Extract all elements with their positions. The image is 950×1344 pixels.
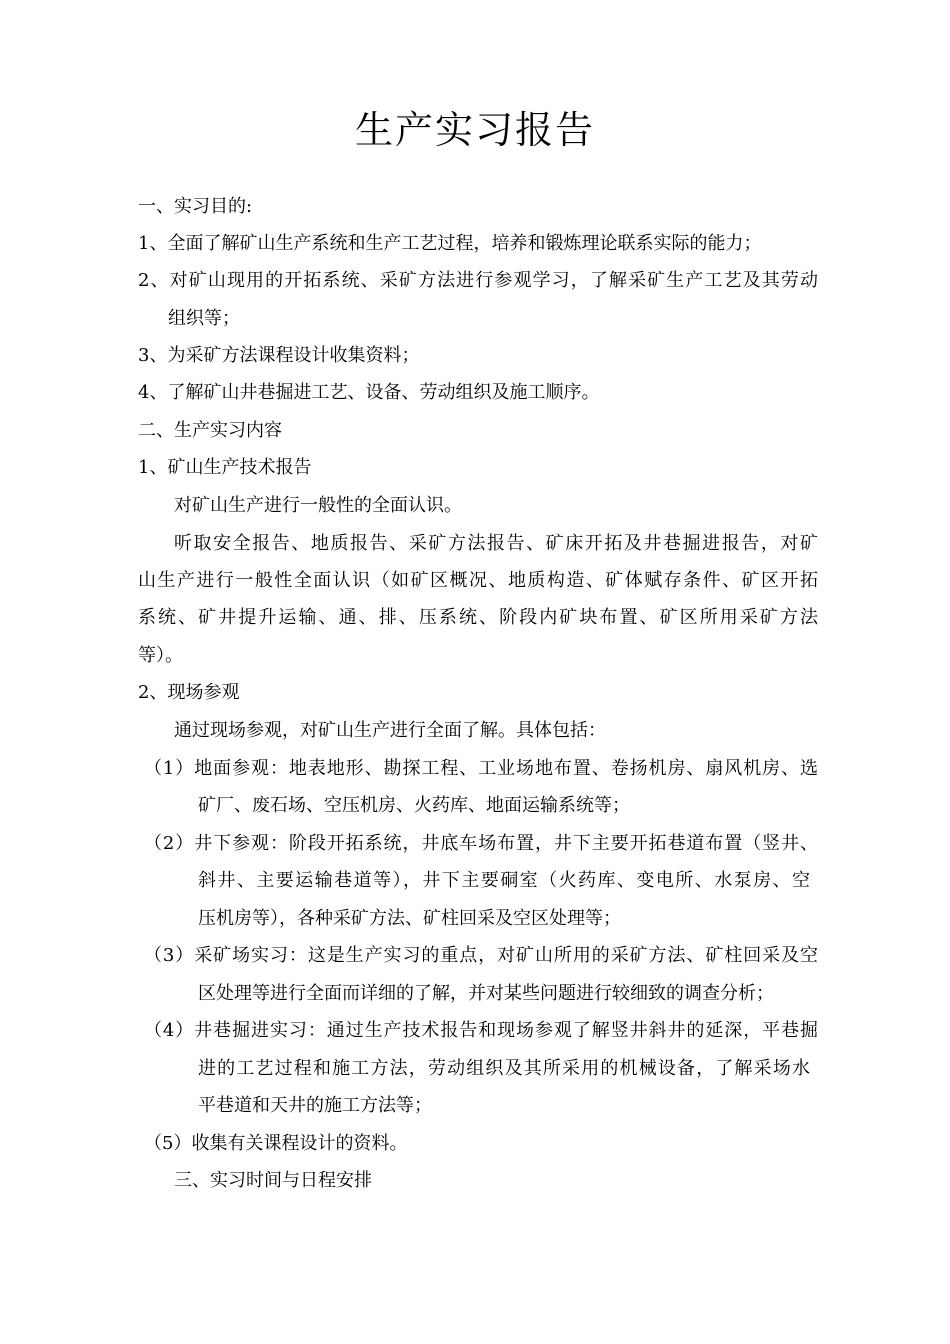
purpose-item-4: 4、了解矿山井巷掘进工艺、设备、劳动组织及施工顺序。	[138, 382, 600, 403]
list-item-drifting-practice-cont: 进的工艺过程和施工方法，劳动组织及其所采用的机械设备，了解采场水	[198, 1058, 810, 1079]
purpose-item-3: 3、为采矿方法课程设计收集资料；	[138, 345, 420, 366]
list-item-underground-visit-cont: 斜井、主要运输巷道等），井下主要硐室（火药库、变电所、水泵房、空	[198, 870, 810, 891]
list-item-underground-visit-cont: 压机房等），各种采矿方法、矿柱回采及空区处理等；	[198, 908, 621, 929]
list-item-surface-visit-cont: 矿厂、废石场、空压机房、火药库、地面运输系统等；	[198, 795, 630, 816]
list-item-collect-data: （5）收集有关课程设计的资料。	[144, 1133, 408, 1154]
list-item-stope-practice-cont: 区处理等进行全面而详细的了解，并对某些问题进行较细致的调查分析；	[198, 983, 774, 1004]
paragraph-line: 等）。	[138, 645, 183, 666]
paragraph-line: 听取安全报告、地质报告、采矿方法报告、矿床开拓及井巷掘进报告，对矿	[174, 533, 818, 554]
section-heading-content: 二、生产实习内容	[138, 420, 282, 441]
section-heading-purpose: 一、实习目的:	[138, 196, 253, 217]
list-item-underground-visit: （2）井下参观：阶段开拓系统，井底车场布置，井下主要开拓巷道布置（竖井、	[144, 833, 818, 854]
paragraph-line: 山生产进行一般性全面认识（如矿区概况、地质构造、矿体赋存条件、矿区开拓	[138, 570, 818, 591]
list-item-surface-visit: （1）地面参观：地表地形、勘探工程、工业场地布置、卷扬机房、扇风机房、选	[144, 758, 818, 779]
subheading-site-visit: 2、现场参观	[138, 682, 240, 703]
subheading-tech-report: 1、矿山生产技术报告	[138, 457, 312, 478]
section-heading-schedule: 三、实习时间与日程安排	[174, 1170, 372, 1191]
purpose-item-2-cont: 组织等；	[168, 308, 240, 329]
paragraph-line: 通过现场参观，对矿山生产进行全面了解。具体包括：	[174, 720, 606, 741]
list-item-drifting-practice-cont: 平巷道和天井的施工方法等；	[198, 1095, 432, 1116]
purpose-item-2: 2、对矿山现用的开拓系统、采矿方法进行参观学习，了解采矿生产工艺及其劳动	[138, 270, 818, 291]
purpose-item-1: 1、全面了解矿山生产系统和生产工艺过程，培养和锻炼理论联系实际的能力；	[138, 233, 762, 254]
list-item-drifting-practice: （4）井巷掘进实习：通过生产技术报告和现场参观了解竖井斜井的延深，平巷掘	[144, 1020, 818, 1041]
list-item-stope-practice: （3）采矿场实习：这是生产实习的重点，对矿山所用的采矿方法、矿柱回采及空	[144, 945, 818, 966]
paragraph-line: 对矿山生产进行一般性的全面认识。	[174, 495, 462, 516]
paragraph-line: 系统、矿井提升运输、通、排、压系统、阶段内矿块布置、矿区所用采矿方法	[138, 607, 818, 628]
document-title: 生产实习报告	[354, 108, 595, 152]
